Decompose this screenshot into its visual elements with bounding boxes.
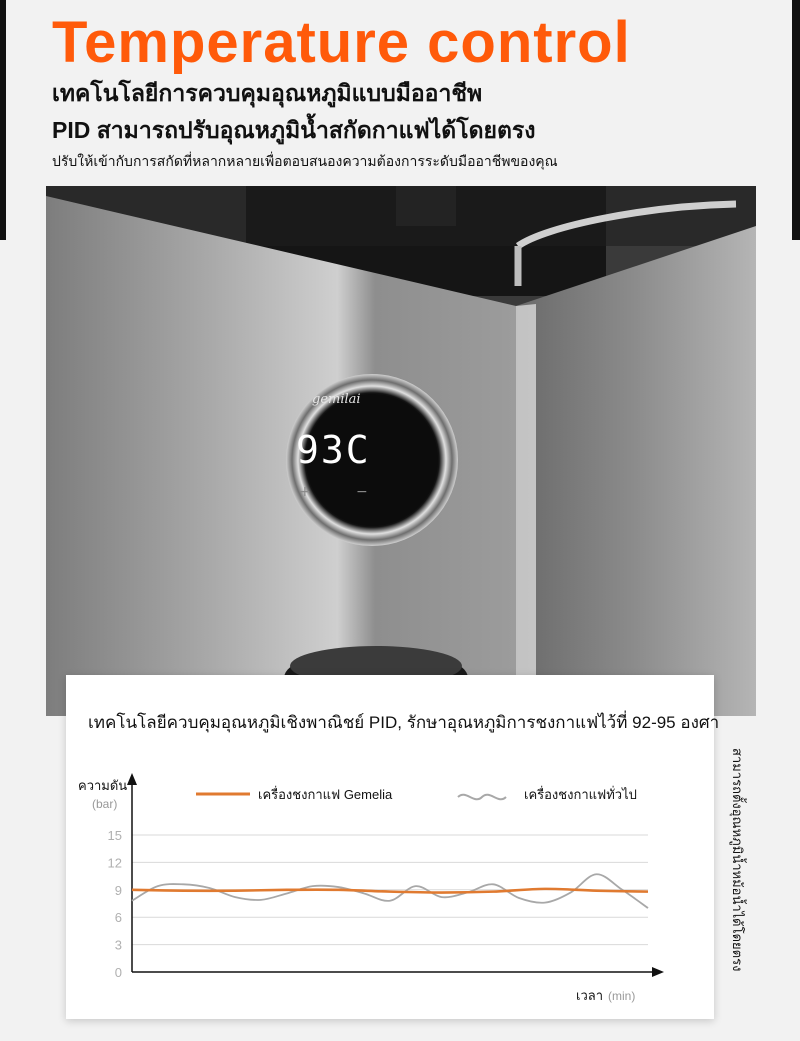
x-axis-unit: (min) <box>608 989 636 1003</box>
y-axis-arrow <box>127 773 137 785</box>
left-edge-bar <box>0 0 6 240</box>
headline-line-1: เทคโนโลยีการควบคุมอุณหภูมิแบบมืออาชีพ <box>52 80 483 106</box>
y-tick-label: 9 <box>114 882 122 898</box>
minus-icon: − <box>356 484 368 500</box>
legend-gemelia-label: เครื่องชงกาแฟ Gemelia <box>258 787 393 802</box>
y-axis-label: ความดัน <box>78 778 128 793</box>
right-edge-bar <box>792 0 800 240</box>
legend-generic-swatch <box>458 795 506 800</box>
headline-line-2: PID สามารถปรับอุณหภูมิน้ำสกัดกาแฟได้โดยตรง <box>52 117 536 143</box>
pressure-chart <box>66 675 714 1019</box>
description-text: ปรับให้เข้ากับการสกัดที่หลากหลายเพื่อตอบสนองความต้องการระดับมืออาชีพของคุณ <box>52 153 558 169</box>
brand-logo-text: gemilai <box>312 392 361 407</box>
y-axis-unit: (bar) <box>92 797 118 811</box>
page-title: Temperature control <box>52 10 631 75</box>
machine-illustration <box>46 186 756 716</box>
machine-photo <box>46 186 756 716</box>
y-tick-label: 12 <box>107 855 122 871</box>
plus-icon: + <box>299 484 311 500</box>
legend-generic-label: เครื่องชงกาแฟทั่วไป <box>524 787 637 802</box>
side-caption: สามารถตั้งอุณหภูมิน้ำหม้อน้ำได้โดยตรง <box>730 748 745 972</box>
chart-card <box>66 675 720 1019</box>
y-tick-label: 3 <box>114 937 122 953</box>
y-tick-label: 15 <box>107 828 122 843</box>
y-tick-label: 0 <box>114 965 122 980</box>
x-axis-label: เวลา <box>576 988 604 1003</box>
x-axis-arrow <box>652 967 664 977</box>
chart-title: เทคโนโลยีควบคุมอุณหภูมิเชิงพาณิชย์ PID, รักษาอุณหภูมิการชงกาแฟไว้ที่ 92-95 องศา <box>88 713 720 732</box>
temperature-readout: 93C <box>296 428 371 472</box>
y-tick-label: 6 <box>114 910 122 926</box>
